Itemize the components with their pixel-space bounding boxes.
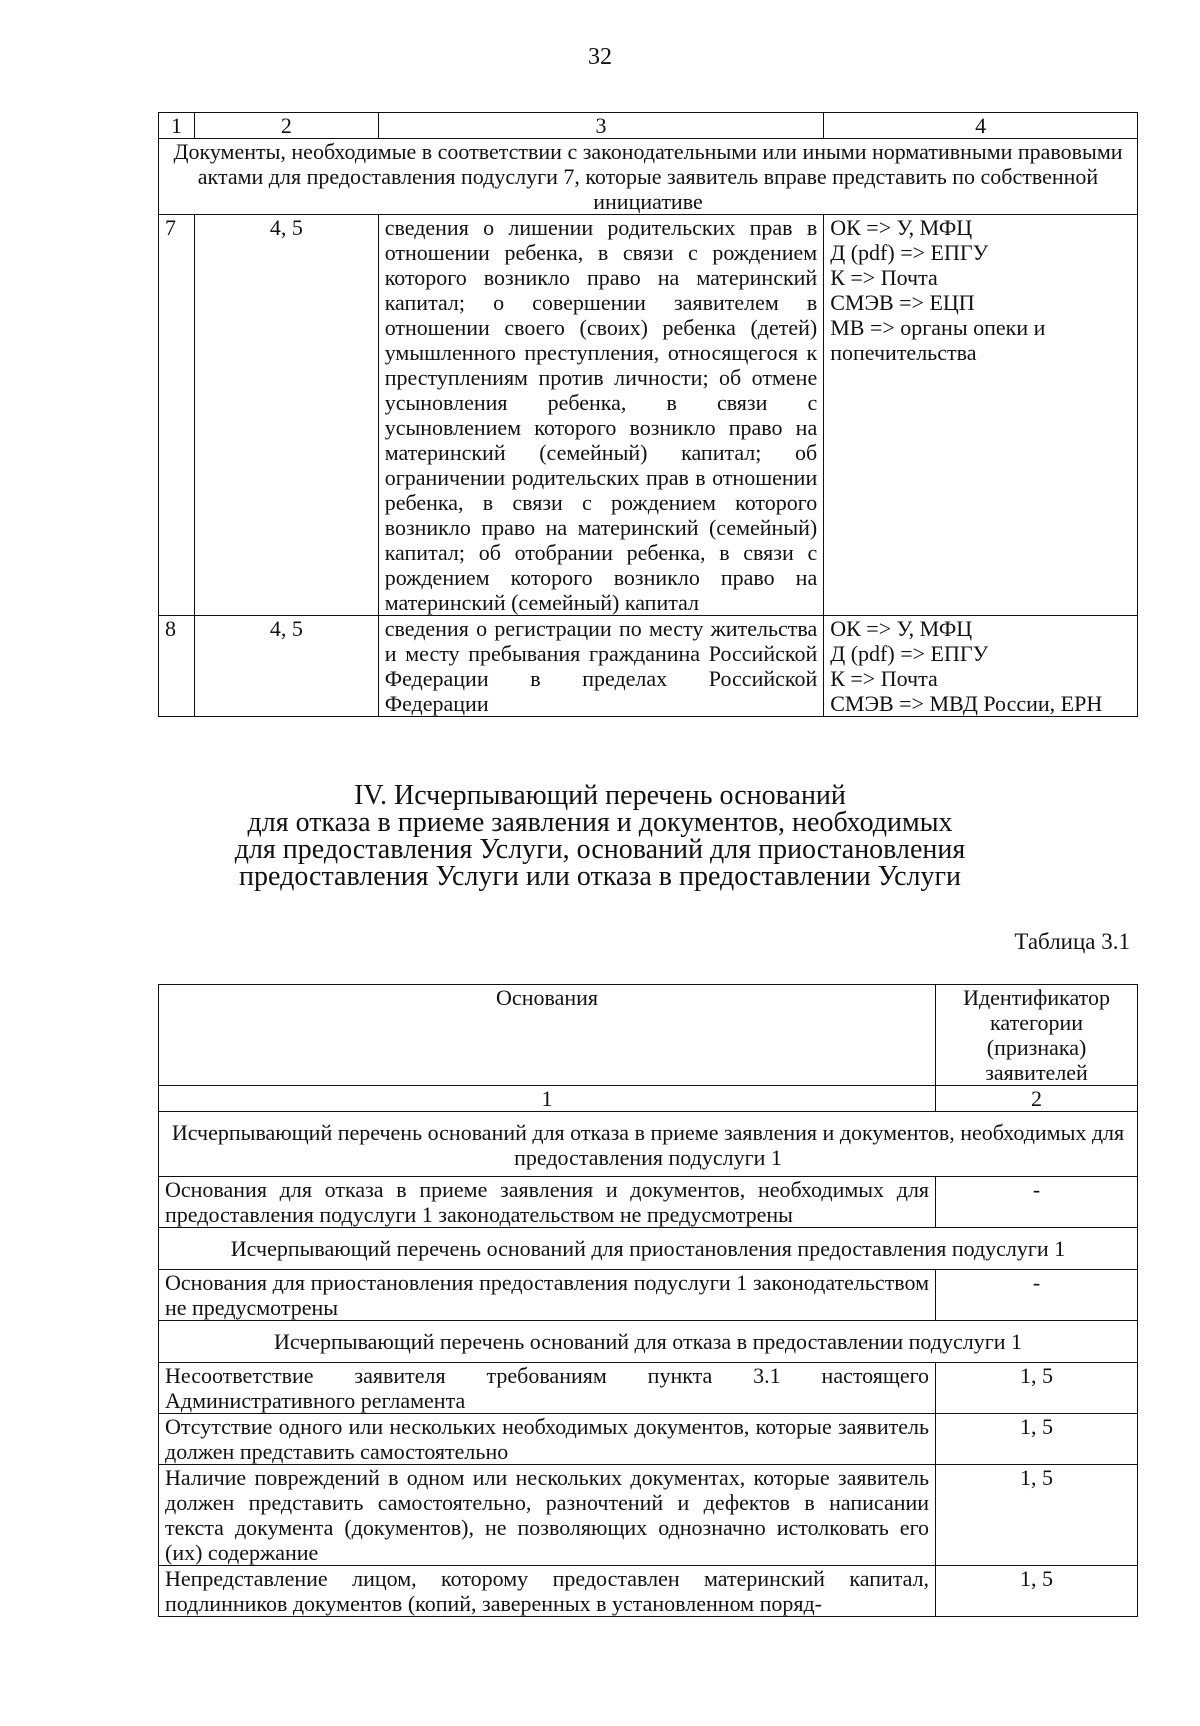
row-channels: ОК => У, МФЦ Д (pdf) => ЕПГУ К => Почта СМЭВ => ЕЦП МВ => органы опеки и попечительства [824, 215, 1138, 616]
header-cell: 1 [159, 113, 195, 139]
id-cell: 1, 5 [936, 1465, 1138, 1566]
header-cell: 2 [194, 113, 378, 139]
reason-cell: Отсутствие одного или нескольких необходимых документов, которые заявитель должен представить самостоятельно [159, 1414, 936, 1465]
group-title: Исчерпывающий перечень оснований для приостановления предоставления подуслуги 1 [159, 1228, 1138, 1270]
row-number: 8 [159, 616, 195, 717]
table-caption: Таблица 3.1 [1014, 929, 1130, 954]
header-cell: 4 [824, 113, 1138, 139]
col1-header: Основания [159, 985, 936, 1086]
row-channels: ОК => У, МФЦ Д (pdf) => ЕПГУ К => Почта СМЭВ => МВД России, ЕРН [824, 616, 1138, 717]
table-row [159, 1465, 1138, 1566]
table-row [159, 1363, 1138, 1414]
table-header-row [159, 113, 1138, 139]
table-header-row [159, 985, 1138, 1086]
col2-header: Идентификатор категории (признака) заявителей [936, 985, 1138, 1086]
table-row [159, 215, 1138, 616]
id-cell: - [936, 1177, 1138, 1228]
table-row [159, 1414, 1138, 1465]
id-cell: 1, 5 [936, 1414, 1138, 1465]
row-description: сведения о регистрации по месту жительства и месту пребывания гражданина Российской Федерации в пределах Российской Федерации [378, 616, 824, 717]
reason-cell: Непредставление лицом, которому предоставлен материнский капитал, подлинников документов (копий, заверенных в установленном поряд- [159, 1566, 936, 1617]
row-category: 4, 5 [194, 215, 378, 616]
group-title: Документы, необходимые в соответствии с законодательными или иными нормативными правовыми актами для предоставления подуслуги 7, которые заявитель вправе представить по собственной инициативе [159, 139, 1138, 215]
row-category: 4, 5 [194, 616, 378, 717]
id-cell: 1, 5 [936, 1566, 1138, 1617]
reason-cell: Наличие повреждений в одном или нескольких документах, которые заявитель должен представить самостоятельно, разночтений и дефектов в написании текста документа (документов), не позволяющих однозначно истолковать его (их) содержание [159, 1465, 936, 1566]
group-title-row [159, 1112, 1138, 1177]
group-title: Исчерпывающий перечень оснований для отказа в приеме заявления и документов, необходимых для предоставления подуслуги 1 [159, 1112, 1138, 1177]
reason-cell: Основания для отказа в приеме заявления и документов, необходимых для предоставления подуслуги 1 законодательством не предусмотрены [159, 1177, 936, 1228]
group-title: Исчерпывающий перечень оснований для отказа в предоставлении подуслуги 1 [159, 1321, 1138, 1363]
row-description: сведения о лишении родительских прав в отношении ребенка, в связи с рождением которого возникло право на материнский капитал; о совершении заявителем в отношении своего (своих) ребенка (детей) умышленного преступления, относящегося к преступлениям против личности; об отмене усыновления ребенка, в связи с усыновлением которого возникло право на материнский (семейный) капитал; об ограничении родительских прав в отношении ребенка, в связи с рождением которого возникло право на материнский (семейный) капитал; об отобрании ребенка, в связи с рождением которого возникло право на материнский (семейный) капитал [378, 215, 824, 616]
section-heading: IV. Исчерпывающий перечень оснований для отказа в приеме заявления и документов, необходимых для предоставления Услуги, оснований для приостановления предоставления Услуги или отказа в предоставлении Услуги [234, 780, 966, 892]
page-number: 32 [588, 44, 612, 70]
column-number: 1 [159, 1086, 936, 1112]
group-title-row [159, 1321, 1138, 1363]
group-title-row [159, 1228, 1138, 1270]
reason-cell: Несоответствие заявителя требованиям пункта 3.1 настоящего Административного регламента [159, 1363, 936, 1414]
row-number: 7 [159, 215, 195, 616]
reason-cell: Основания для приостановления предоставления подуслуги 1 законодательством не предусмотрены [159, 1270, 936, 1321]
column-number: 2 [936, 1086, 1138, 1112]
header-cell: 3 [378, 113, 824, 139]
table-row [159, 616, 1138, 717]
table-row [159, 1177, 1138, 1228]
id-cell: - [936, 1270, 1138, 1321]
grounds-table [158, 984, 1138, 1617]
table-row [159, 1566, 1138, 1617]
column-number-row [159, 1086, 1138, 1112]
id-cell: 1, 5 [936, 1363, 1138, 1414]
group-title-row [159, 139, 1138, 215]
table-row [159, 1270, 1138, 1321]
documents-table [158, 112, 1138, 717]
